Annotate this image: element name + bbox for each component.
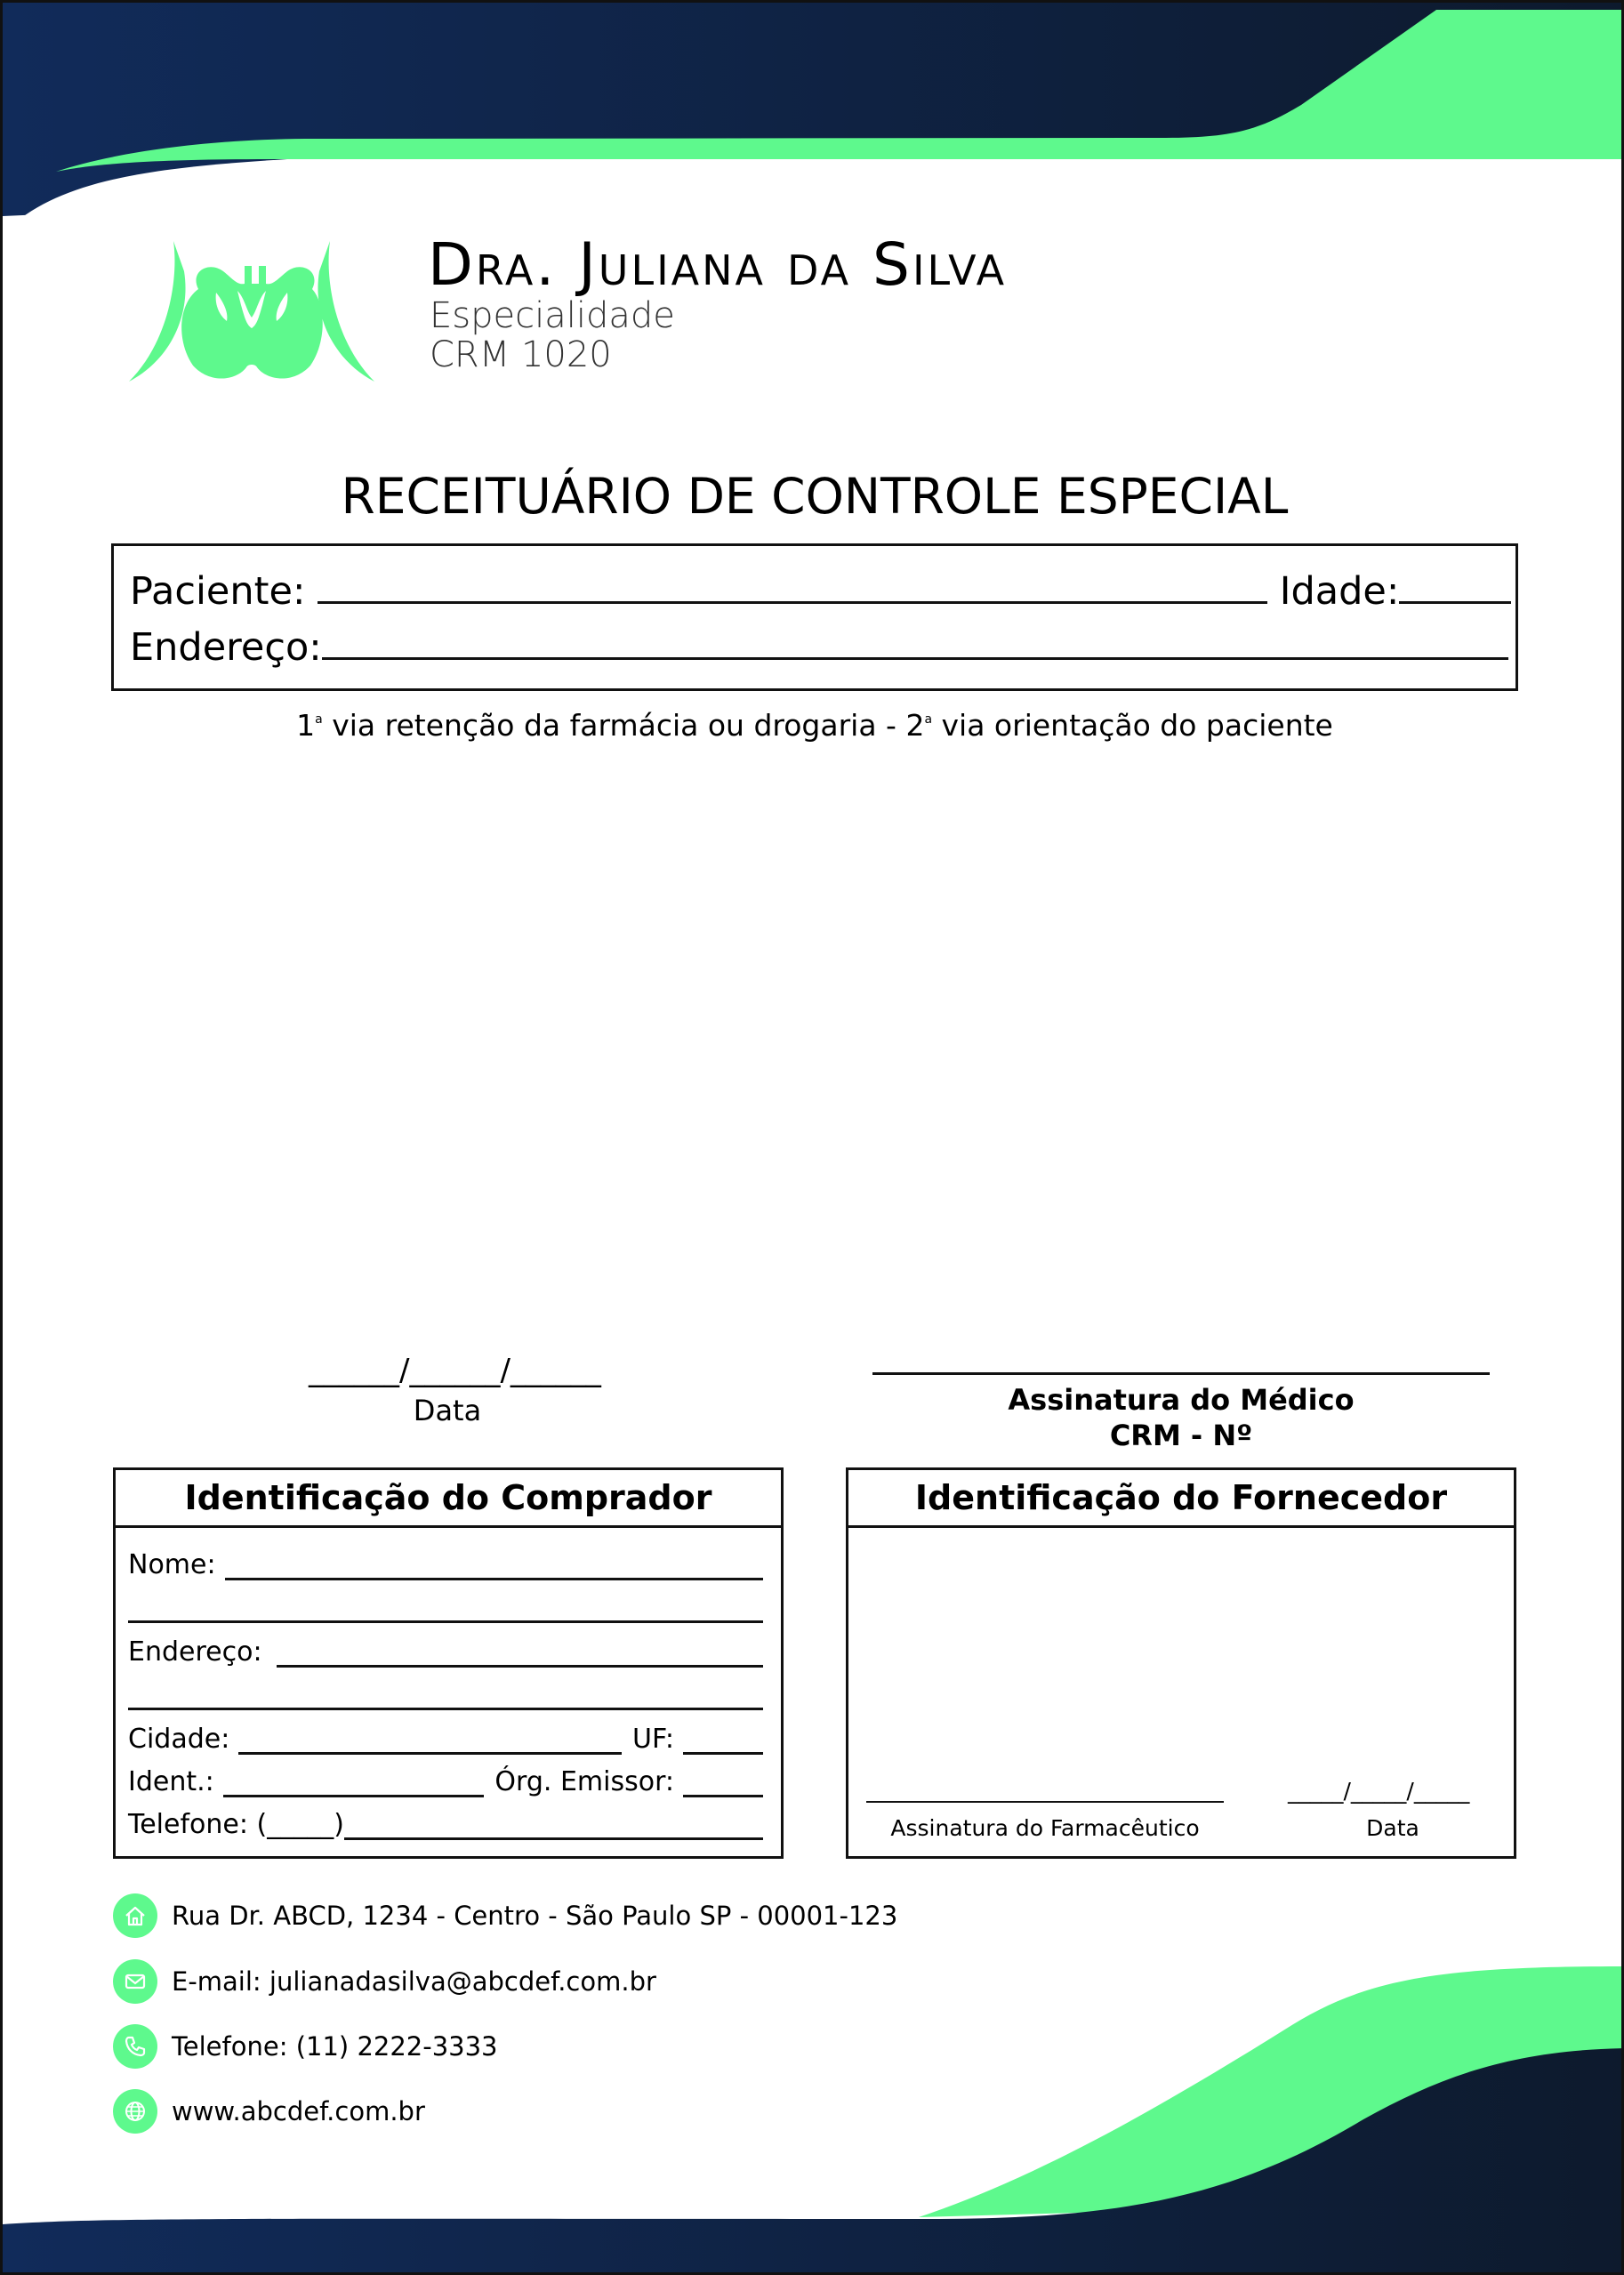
contact-website bbox=[113, 2089, 425, 2134]
phone-icon bbox=[113, 2024, 157, 2069]
contact-address bbox=[113, 1893, 897, 1938]
buyer-address-label: Endereço: bbox=[128, 1636, 262, 1668]
contact-website-text[interactable]: www.abcdef.com.br bbox=[172, 2096, 425, 2126]
doctor-signature-caption bbox=[872, 1382, 1490, 1453]
buyer-issuer-field[interactable] bbox=[683, 1768, 763, 1797]
buyer-address-field[interactable] bbox=[277, 1638, 763, 1668]
address-line bbox=[130, 625, 1508, 670]
address-label: Endereço: bbox=[130, 625, 322, 670]
globe-icon bbox=[113, 2089, 157, 2134]
second-via-number: 2 bbox=[905, 708, 925, 743]
supplier-box-title: Identificação do Fornecedor bbox=[848, 1470, 1514, 1528]
buyer-phone-close: ) bbox=[334, 1809, 344, 1840]
prescription-date-label: Data bbox=[413, 1394, 482, 1427]
patient-field[interactable] bbox=[318, 571, 1267, 604]
buyer-city-row bbox=[128, 1719, 763, 1755]
contact-phone-text: Telefone: (11) 2222-3333 bbox=[172, 2031, 498, 2062]
contact-phone bbox=[113, 2024, 498, 2069]
age-label: Idade: bbox=[1279, 569, 1400, 614]
mail-icon bbox=[113, 1959, 157, 2004]
buyer-phone-area-field[interactable]: _____ bbox=[267, 1809, 334, 1840]
patient-box bbox=[111, 543, 1518, 691]
supplier-date-label: Data bbox=[1366, 1815, 1419, 1841]
buyer-ident-field[interactable] bbox=[223, 1768, 485, 1797]
doctor-name: Dra. Juliana da Silva bbox=[428, 230, 1008, 299]
pharmacist-signature-line[interactable] bbox=[866, 1801, 1224, 1803]
second-via-superscript: a bbox=[924, 712, 933, 727]
buyer-ident-label: Ident.: bbox=[128, 1766, 214, 1797]
buyer-name-row bbox=[128, 1545, 763, 1580]
form-title: RECEITUÁRIO DE CONTROLE ESPECIAL bbox=[341, 468, 1289, 525]
doctor-signature-label: Assinatura do Médico bbox=[1008, 1383, 1355, 1417]
buyer-name-row-2 bbox=[128, 1588, 763, 1623]
buyer-uf-field[interactable] bbox=[683, 1725, 763, 1755]
first-via-text: via retenção da farmácia ou drogaria - bbox=[322, 708, 906, 743]
buyer-city-field[interactable] bbox=[238, 1725, 622, 1755]
supplier-identification-box bbox=[846, 1467, 1516, 1859]
contact-email-text[interactable]: E-mail: julianadasilva@abcdef.com.br bbox=[172, 1966, 656, 1997]
address-field[interactable] bbox=[322, 627, 1508, 660]
doctor-crm: CRM 1020 bbox=[430, 334, 612, 375]
buyer-name-label: Nome: bbox=[128, 1549, 216, 1580]
doctor-specialty: Especialidade bbox=[430, 295, 675, 336]
buyer-uf-label: UF: bbox=[632, 1724, 674, 1755]
contact-address-text: Rua Dr. ABCD, 1234 - Centro - São Paulo SP - 00001-123 bbox=[172, 1901, 898, 1931]
buyer-name-field-2[interactable] bbox=[128, 1594, 763, 1623]
second-via-text: via orientação do paciente bbox=[932, 708, 1333, 743]
supplier-date-field[interactable]: _____/_____/_____ bbox=[1288, 1778, 1470, 1804]
buyer-phone-field[interactable] bbox=[344, 1811, 763, 1840]
buyer-phone-label: Telefone: ( bbox=[128, 1809, 268, 1840]
prescription-date-field[interactable]: ______/______/______ bbox=[309, 1353, 601, 1388]
buyer-address-row-2 bbox=[128, 1675, 763, 1710]
home-icon bbox=[113, 1893, 157, 1938]
buyer-address-row bbox=[128, 1632, 763, 1668]
via-note bbox=[3, 708, 1624, 743]
thyroid-icon bbox=[127, 236, 385, 387]
buyer-phone-row bbox=[128, 1805, 763, 1840]
patient-line bbox=[130, 569, 1511, 614]
buyer-address-field-2[interactable] bbox=[128, 1681, 763, 1710]
buyer-ident-row bbox=[128, 1762, 763, 1797]
pharmacist-signature-label: Assinatura do Farmacêutico bbox=[890, 1815, 1200, 1841]
buyer-name-field[interactable] bbox=[225, 1551, 763, 1580]
buyer-issuer-label: Órg. Emissor: bbox=[494, 1766, 674, 1797]
first-via-superscript: a bbox=[315, 712, 323, 727]
age-field[interactable] bbox=[1399, 571, 1511, 604]
buyer-box-title: Identificação do Comprador bbox=[116, 1470, 781, 1528]
patient-label: Paciente: bbox=[130, 569, 306, 614]
contact-email bbox=[113, 1959, 656, 2004]
buyer-city-label: Cidade: bbox=[128, 1724, 230, 1755]
first-via-number: 1 bbox=[296, 708, 316, 743]
doctor-crm-label: CRM - Nº bbox=[1109, 1419, 1253, 1452]
doctor-signature-line[interactable] bbox=[872, 1372, 1490, 1375]
buyer-identification-box bbox=[113, 1467, 784, 1859]
